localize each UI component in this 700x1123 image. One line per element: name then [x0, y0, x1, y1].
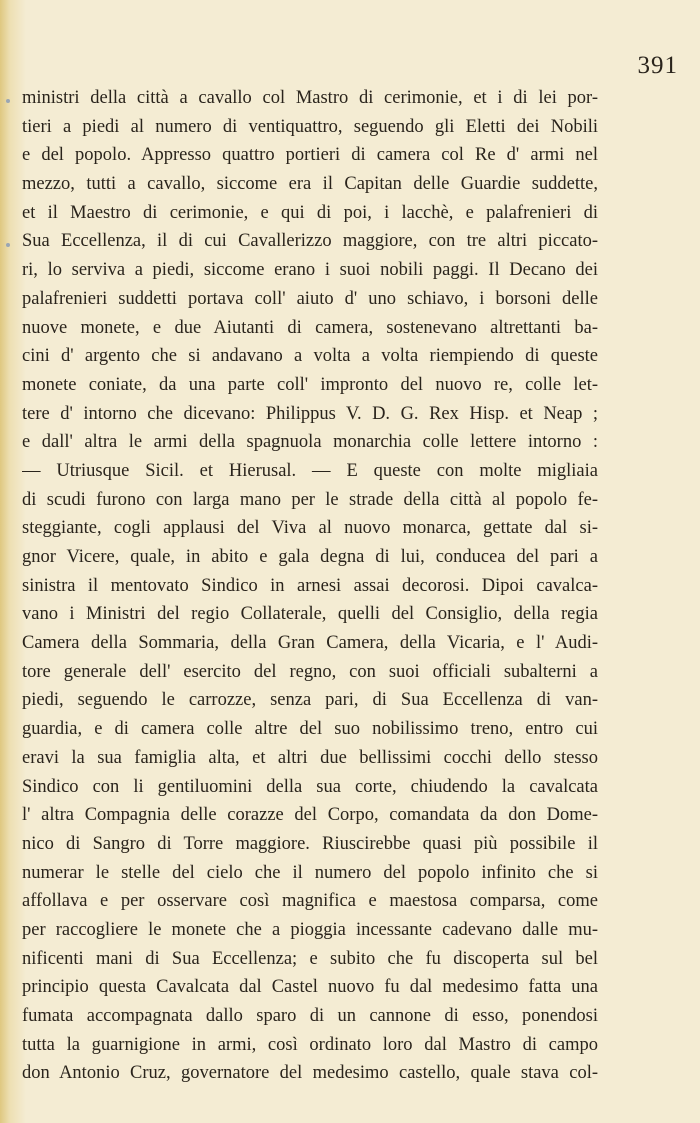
text-line: ministri della città a cavallo col Mastro di cerimonie, et i di lei por- — [22, 88, 598, 108]
text-line: Camera della Sommaria, della Gran Camera, della Vicaria, e l' Audi- — [22, 633, 598, 654]
text-line: don Antonio Cruz, governatore del medesimo castello, quale stava col- — [22, 1063, 598, 1084]
text-line: e del popolo. Appresso quattro portieri di camera col Re d' armi nel — [22, 145, 598, 166]
text-line: principio questa Cavalcata dal Castel nuovo fu dal medesimo fatta una — [22, 977, 598, 998]
text-line: eravi la sua famiglia alta, et altri due bellissimi cocchi dello stesso — [22, 747, 598, 768]
margin-mark — [6, 99, 10, 103]
text-line: Sindico con li gentiluomini della sua corte, chiudendo la cavalcata — [22, 776, 598, 797]
text-line: nuove monete, e due Aiutanti di camera, sostenevano altrettanti ba- — [22, 317, 598, 338]
text-line: per raccogliere le monete che a pioggia incessante cadevano dalle mu- — [22, 919, 598, 940]
text-line: piedi, seguendo le carrozze, senza pari, di Sua Eccellenza di van- — [22, 690, 598, 711]
text-line: tere d' intorno che dicevano: Philippus V. D. G. Rex Hisp. et Neap ; — [22, 403, 598, 424]
text-line: numerar le stelle del cielo che il numero del popolo infinito che si — [22, 862, 598, 883]
text-line: tieri a piedi al numero di ventiquattro, seguendo gli Eletti dei Nobili — [22, 116, 598, 137]
text-line: mezzo, tutti a cavallo, siccome era il Capitan delle Guardie suddette, — [22, 174, 598, 195]
text-line: guardia, e di camera colle altre del suo nobilissimo treno, entro cui — [22, 719, 598, 740]
text-line: e dall' altra le armi della spagnuola monarchia colle lettere intorno : — [22, 432, 598, 453]
text-line: palafrenieri suddetti portava coll' aiuto d' uno schiavo, i borsoni delle — [22, 288, 598, 309]
text-line: di scudi furono con larga mano per le strade della città al popolo fe- — [22, 489, 598, 510]
text-line: — Utriusque Sicil. et Hierusal. — E queste con molte migliaia — [22, 460, 598, 481]
page-number: 391 — [637, 52, 678, 79]
text-line: nificenti mani di Sua Eccellenza; e subito che fu discoperta sul bel — [22, 948, 598, 969]
text-line: sinistra il mentovato Sindico in arnesi assai decorosi. Dipoi cavalca- — [22, 575, 598, 596]
text-line: Sua Eccellenza, il di cui Cavallerizzo maggiore, con tre altri piccato- — [22, 231, 598, 252]
text-line: steggiante, cogli applausi del Viva al nuovo monarca, gettate dal si- — [22, 518, 598, 539]
text-line: vano i Ministri del regio Collaterale, quelli del Consiglio, della regia — [22, 604, 598, 625]
text-line: affollava e per osservare così magnifica e maestosa comparsa, come — [22, 891, 598, 912]
text-line: tutta la guarnigione in armi, così ordinato loro dal Mastro di campo — [22, 1034, 598, 1055]
text-line: nico di Sangro di Torre maggiore. Riuscirebbe quasi più possibile il — [22, 833, 598, 854]
text-line: et il Maestro di cerimonie, e qui di poi, i lacchè, e palafrenieri di — [22, 202, 598, 223]
margin-mark — [6, 243, 10, 247]
text-line: ri, lo serviva a piedi, siccome erano i suoi nobili paggi. Il Decano dei — [22, 260, 598, 281]
body-text — [22, 84, 598, 1088]
text-line: cini d' argento che si andavano a volta a volta riempiendo di queste — [22, 346, 598, 367]
text-line: fumata accompagnata dallo sparo di un cannone di esso, ponendosi — [22, 1006, 598, 1026]
text-line: gnor Vicere, quale, in abito e gala degna di lui, conducea del pari a — [22, 547, 598, 567]
text-line: l' altra Compagnia delle corazze del Corpo, comandata da don Dome- — [22, 805, 598, 826]
text-line: monete coniate, da una parte coll' impronto del nuovo re, colle let- — [22, 374, 598, 395]
text-line: tore generale dell' esercito del regno, con suoi officiali subalterni a — [22, 661, 598, 682]
